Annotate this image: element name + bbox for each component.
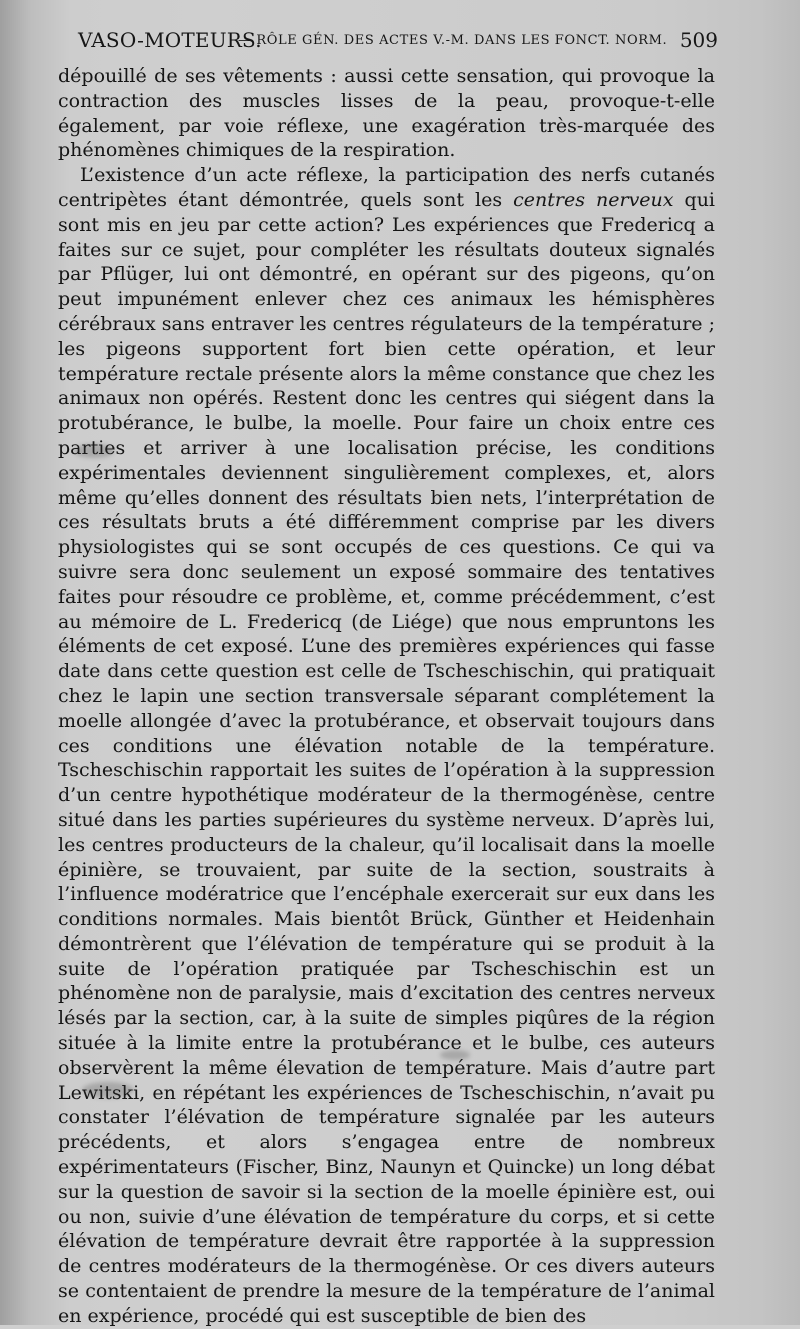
ink-smudge [74,444,114,458]
running-title: — RÔLE GÉN. DES ACTES V.-M. DANS LES FONCT. NORM. [238,33,668,48]
italic-phrase: centres nerveux [513,188,674,211]
paragraph [58,163,715,1328]
text-segment: dépouillé de ses vêtements : aussi cette sensation, qui provoque la contraction des muscles lisses de la peau, provoque-t-elle également, par voie réflexe, une exagération très-marquée des phénomènes chimiques de la respiration. [58,65,715,162]
text-segment: L’existence d’un acte réflexe, la participation des nerfs cutanés centripètes étant démontrée, quels sont les [58,164,715,211]
page-header [78,28,718,58]
paragraph [58,64,715,163]
ink-smudge [440,1050,470,1060]
page-number: 509 [679,28,718,52]
text-segment: qui sont mis en jeu par cette action? Les expériences que Fredericq a faites sur ce sujet, pour compléter les résultats douteux signalés par Pflüger, lui ont démontré, en opérant sur des pigeons, qu’on peut impunément enlever chez ces animaux les hémisphères cérébraux sans entraver les centres régulateurs de la température ; les pigeons supportent fort bien cette opération, et leur température rectale présente alors la même constance que chez les animaux non opérés. Restent donc les centres qui siégent dans la protubérance, le bulbe, la moelle. Pour faire un choix entre ces parties et arriver à une localisation précise, les conditions expérimentales deviennent singulièrement complexes, et, alors même qu’elles donnent des résultats bien nets, l’interprétation de ces résultats bruts a été différemment comprise par les divers physiologistes qui se sont occupés de ces questions. Ce qui va suivre sera donc seulement un exposé sommaire des tentatives faites pour résoudre ce problème, et, comme précédemment, c’est au mémoire de L. Fredericq (de Liége) que nous empruntons les éléments de cet exposé. L’une des premières expériences qui fasse date dans cette question est celle de Tscheschischin, qui pratiquait chez le lapin une section transversale séparant complétement la moelle allongée d’avec la protubérance, et observait toujours dans ces conditions une élévation notable de la température. Tscheschischin rapportait les suites de l’opération à la suppression d’un centre hypothétique modérateur de la thermogénèse, centre situé dans les parties supérieures du système nerveux. D’après lui, les centres producteurs de la chaleur, qu’il localisait dans la moelle épinière, se trouvaient, par suite de la section, soustraits à l’influence modératrice que l’encéphale exercerait sur eux dans les conditions normales. Mais bientôt Brück, Günther et Heidenhain démontrèrent que l’élévation de température qui se produit à la suite de l’opération pratiquée par Tscheschischin est un phénomène non de paralysie, mais d’excitation des centres nerveux lésés par la section, car, à la suite de simples piqûres de la région située à la limite entre la protubérance et le bulbe, ces auteurs observèrent la même élevation de température. Mais d’autre part Lewitski, en répétant les expériences de Tscheschischin, n’avait pu constater l’élévation de température signalée par les auteurs précédents, et alors s’engagea entre de nombreux expérimentateurs (Fischer, Binz, Naunyn et Quincke) un long débat sur la question de savoir si la section de la moelle épinière est, oui ou non, suivie d’une élévation de température du corps, et si cette élévation de température devrait être rapportée à la suppression de centres modérateurs de la thermogénèse. Or ces divers auteurs se contentaient de prendre la mesure de la température de l’animal en expérience, procédé qui est susceptible de bien des [58,188,716,1327]
section-title: VASO-MOTEURS. [78,28,262,52]
ink-smudge [82,1082,134,1098]
body-text [58,64,715,1329]
